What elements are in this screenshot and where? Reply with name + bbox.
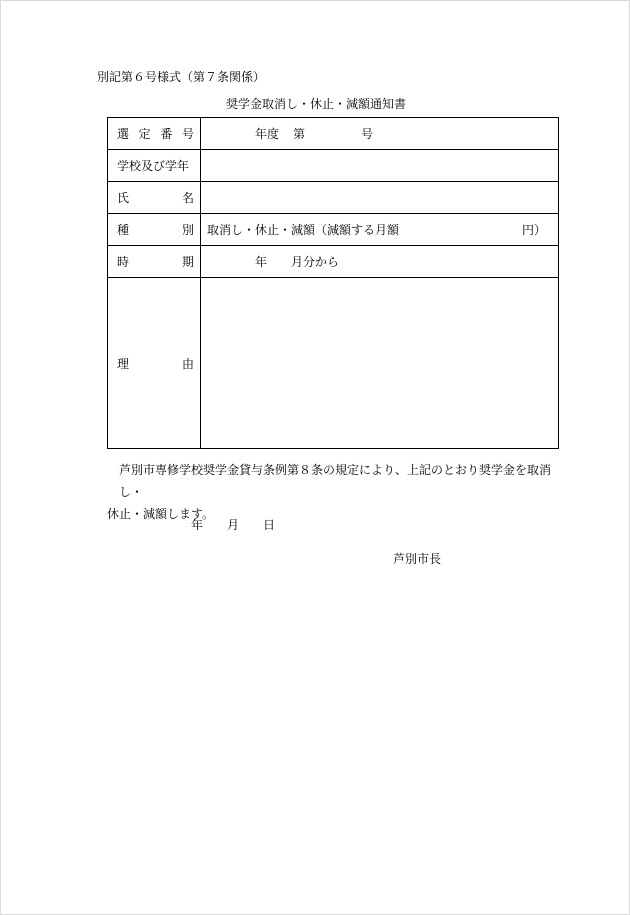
dai-text: 第 xyxy=(293,127,306,141)
table-row-reason xyxy=(108,278,559,449)
notice-body-text xyxy=(107,459,563,525)
school-grade-value[interactable] xyxy=(201,150,559,182)
type-value[interactable] xyxy=(201,214,559,246)
table-row-type xyxy=(108,214,559,246)
document-title: 奨学金取消し・休止・減額通知書 xyxy=(225,97,406,111)
date-year: 年 xyxy=(191,518,204,532)
label-char: 選 xyxy=(117,127,130,141)
name-label xyxy=(108,182,201,214)
label-char: 号 xyxy=(181,127,194,141)
label-char: 番 xyxy=(160,127,173,141)
label-char: 期 xyxy=(181,255,194,269)
form-number-label: 別記第６号様式（第７条関係） xyxy=(97,70,266,84)
table-row-school-grade xyxy=(108,150,559,182)
label-char: 種 xyxy=(117,223,130,237)
type-label xyxy=(108,214,201,246)
body-line-1: 芦別市専修学校奨学金貸与条例第８条の規定により、上記のとおり奨学金を取消し・ xyxy=(119,463,552,499)
period-label xyxy=(108,246,201,278)
selection-number-value[interactable] xyxy=(201,118,559,150)
label-char: 定 xyxy=(138,127,151,141)
body-line-2: 休止・減額します。 xyxy=(107,507,215,521)
name-value[interactable] xyxy=(201,182,559,214)
reason-label xyxy=(108,278,201,449)
label-char: 名 xyxy=(181,191,194,205)
table-row-name xyxy=(108,182,559,214)
label-char: 時 xyxy=(117,255,130,269)
label-char: 別 xyxy=(181,223,194,237)
label-char: 氏 xyxy=(117,191,130,205)
year-text: 年 xyxy=(255,255,268,269)
yen-unit-text: 円） xyxy=(521,223,546,237)
nendo-text: 年度 xyxy=(255,127,280,141)
school-grade-label: 学校及び学年 xyxy=(108,150,201,182)
label-char: 由 xyxy=(181,356,194,371)
notice-table xyxy=(107,117,559,449)
reason-value[interactable] xyxy=(201,278,559,449)
table-row-period xyxy=(108,246,559,278)
date-day: 日 xyxy=(263,518,276,532)
date-line xyxy=(191,516,275,533)
month-from-text: 月分から xyxy=(291,255,340,269)
type-text: 取消し・休止・減額（減額する月額 xyxy=(207,223,400,237)
table-row-selection-number xyxy=(108,118,559,150)
date-month: 月 xyxy=(227,518,240,532)
label-char: 理 xyxy=(117,356,130,371)
signer-name: 芦別市長 xyxy=(393,552,442,566)
period-value[interactable] xyxy=(201,246,559,278)
selection-number-label xyxy=(108,118,201,150)
go-text: 号 xyxy=(361,127,374,141)
